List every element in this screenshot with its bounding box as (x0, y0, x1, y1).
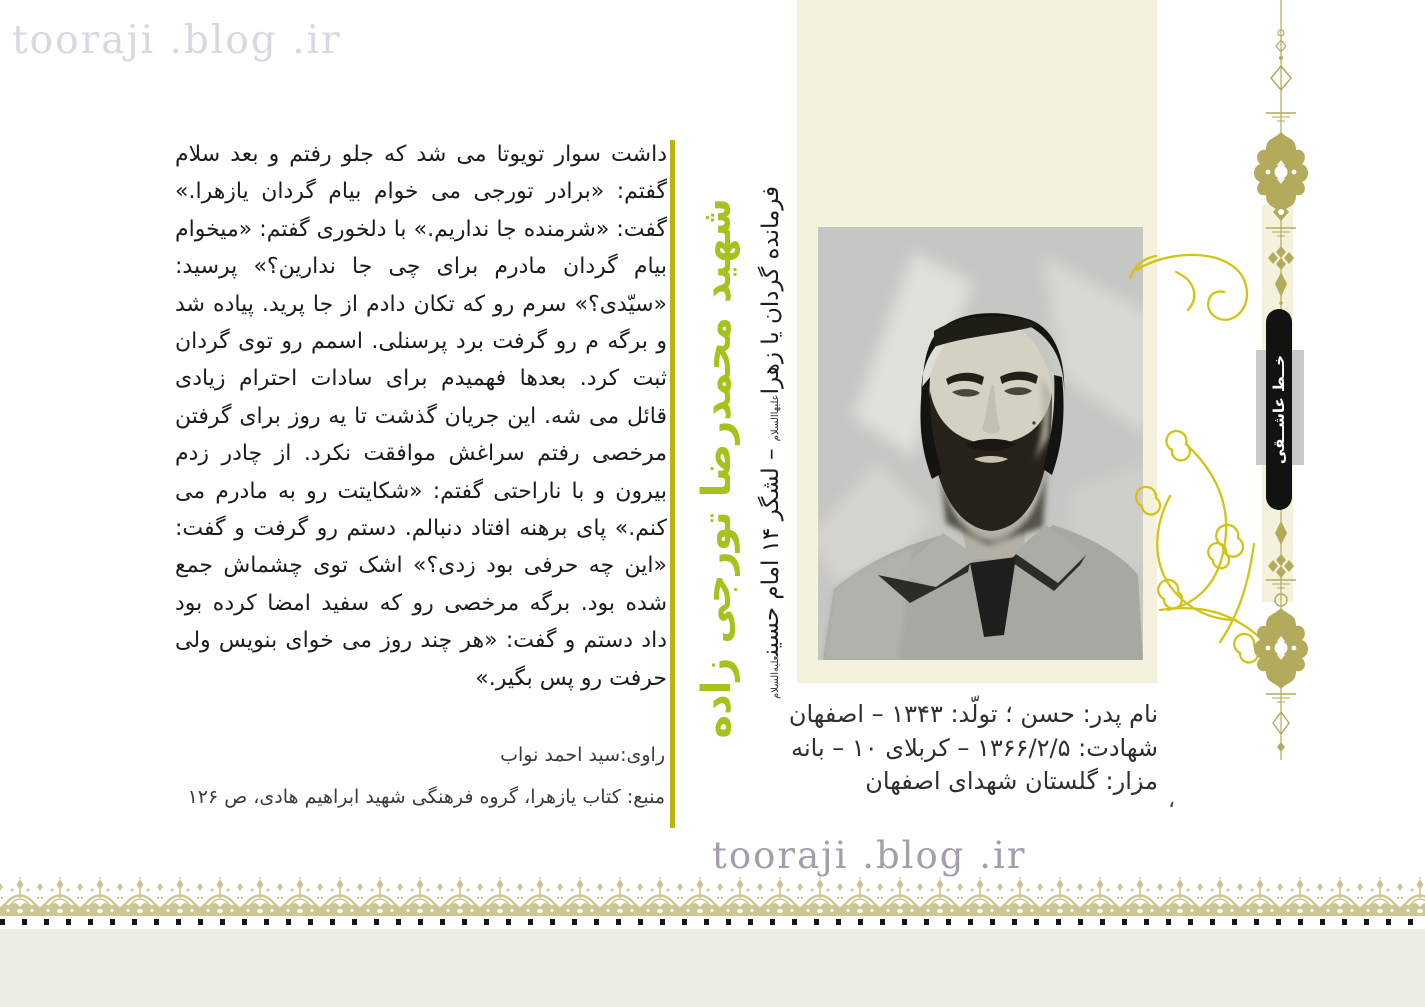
side-label (1266, 309, 1292, 510)
martyr-name-title (690, 198, 744, 739)
unit-subtitle (748, 186, 794, 699)
martyr-name-text: شهید محمدرضا تورجی زاده (694, 198, 740, 739)
info-block (688, 698, 1158, 799)
info-line-grave: مزار: گلستان شهدای اصفهان (865, 767, 1158, 795)
source-line: منبع: کتاب یازهرا، گروه فرهنگی شهید ابراهیم هادی، ص ۱۲۶ (187, 786, 665, 808)
info-line-father-birth: نام پدر: حسن ؛ تولّد: ۱۳۴۳ – اصفهان (788, 700, 1158, 728)
unit-subtitle-part1: فرمانده گردان یا زهرا (758, 186, 784, 395)
lace-border (0, 877, 1425, 916)
watermark-top: tooraji .blog .ir (12, 18, 342, 63)
honorific-zahra: علیهاالسلام (770, 394, 781, 442)
narrator-line: راوی:سید احمد نواب (500, 744, 665, 766)
side-label-text: خــط عاشــقی (1270, 354, 1288, 465)
watermark-bottom: tooraji .blog .ir (712, 834, 1027, 877)
credits-block (175, 734, 665, 818)
unit-subtitle-part2: – لشگر ۱۴ امام حسین (758, 441, 784, 656)
bottom-band (0, 929, 1425, 1007)
dotted-line (0, 919, 1425, 925)
floral-ornament-icon (1126, 248, 1268, 673)
info-line-martyrdom: شهادت: ۱۳۶۶/۲/۵ – کربلای ۱۰ – بانه (791, 733, 1158, 762)
unit-subtitle-text (748, 186, 794, 699)
martyr-portrait-photo (818, 227, 1143, 660)
honorific-hossein: علیه‌السلام (770, 655, 781, 699)
story-text: داشت سوار تویوتا می شد که جلو رفتم و بعد سلام گفتم: «برادر تورجی می خوام بیام گردان یازهرا.» گفت: «شرمنده جا نداریم.» با دلخوری گفتم: «میخوام بیام گردان مادرم برای چی جا ندارین؟» پرسید: «سیّدی؟» سرم رو که تکان دادم از جا پرید. پیاده شد و برگه م رو گرفت برد پرسنلی. اسمم رو توی گردان ثبت کرد. بعدها فهمیدم برای سادات احترام زیادی قائل می شه. این جریان گذشت تا یه روز برای گرفتن مرخصی رفتم سراغش موافقت نکرد. از چادر زدم بیرون و با ناراحتی گفتم: «شکایتت رو به مادرم می کنم.» پای برهنه افتاد دنبالم. دستم رو گرفت و گفت: «این چه حرفی بود زدی؟» اشک توی چشماش جمع شده بود. برگه مرخصی رو که سفید امضا کرده بود داد دستم و گفت: «هر چند روز می خوای بنویس ولی حرفت رو پس بگیر.» (175, 142, 667, 691)
divider-rule (670, 140, 675, 828)
stray-comma: ، (1168, 788, 1176, 813)
